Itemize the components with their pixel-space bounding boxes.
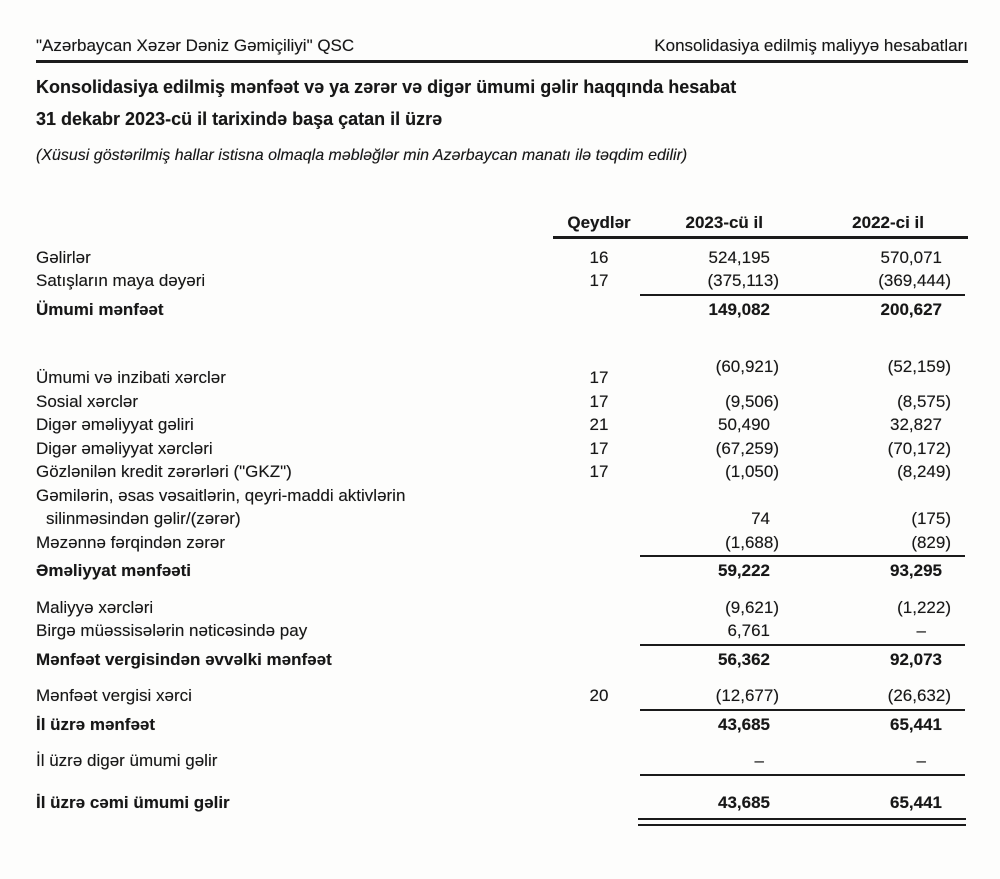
value-2023: 59,222 (718, 561, 770, 580)
table-row (36, 413, 968, 437)
table-row (36, 246, 968, 270)
table-row (36, 269, 968, 293)
table-row (36, 596, 968, 620)
value-2023: (12,677) (715, 686, 779, 705)
income-statement-table (36, 212, 968, 826)
col-header-2023: 2023-cü il (685, 213, 763, 232)
row-label: Mənfəət vergisindən əvvəlki mənfəət (36, 649, 332, 669)
value-2022: 200,627 (880, 299, 942, 319)
row-label: Birgə müəssisələrin nəticəsində pay (36, 621, 308, 640)
row-label: Digər əməliyyat xərcləri (36, 438, 213, 458)
value-2023: (9,506) (725, 391, 779, 411)
section-gap (36, 583, 968, 596)
table-row (36, 684, 968, 708)
row-label: Gözlənilən kredit zərərləri ("GKZ") (36, 462, 292, 481)
col-header-2022: 2022-ci il (852, 213, 924, 232)
row-label-line1: Gəmilərin, əsas vəsaitlərin, qeyri-maddi aktivlərin (36, 485, 406, 505)
value-2022: (829) (911, 532, 951, 552)
row-label-line2: silinməsindən gəlir/(zərər) (46, 509, 241, 528)
value-2023: 43,685 (718, 714, 770, 734)
document-header (36, 34, 968, 57)
value-2023: (60,921) (715, 357, 779, 376)
table-body (36, 246, 968, 827)
row-label: Gəlirlər (36, 247, 91, 267)
value-2023: 524,195 (708, 247, 770, 267)
section-gap (36, 671, 968, 684)
note-reference: 17 (589, 462, 609, 481)
table-row (36, 390, 968, 414)
note-reference: 20 (589, 686, 609, 705)
table-row (36, 531, 968, 555)
col-header-notes: Qeydlər (567, 213, 631, 232)
value-2023: – (754, 751, 764, 770)
note-reference: 17 (589, 271, 609, 290)
table-row (36, 460, 968, 484)
table-row (36, 619, 968, 643)
row-label: İl üzrə mənfəət (36, 714, 156, 734)
table-row (36, 749, 968, 773)
value-2023: (1,050) (725, 462, 779, 481)
subtotal-rule (640, 644, 965, 646)
value-2022: (175) (911, 509, 951, 528)
value-2023: (67,259) (715, 438, 779, 458)
row-label (36, 484, 553, 531)
value-2022: (70,172) (887, 438, 951, 458)
units-note: (Xüsusi göstərilmiş hallar istisna olmaqla məbləğlər min Azərbaycan manatı ilə təqdim edilir) (36, 147, 688, 164)
subtotal-rule (640, 774, 965, 776)
row-label: Satışların maya dəyəri (36, 271, 206, 290)
section-gap (36, 736, 968, 749)
row-label: İl üzrə cəmi ümumi gəlir (36, 792, 230, 812)
report-type: Konsolidasiya edilmiş maliyyə hesabatları (654, 36, 968, 55)
table-header-row (36, 212, 968, 234)
row-label: Digər əməliyyat gəliri (36, 415, 194, 434)
section-gap (36, 321, 968, 366)
value-2023: 6,761 (727, 621, 770, 640)
value-2023: 74 (751, 509, 770, 528)
subtotal-rule (640, 709, 965, 711)
value-2022: – (916, 751, 926, 770)
value-2023: 50,490 (718, 415, 770, 434)
value-2023: 56,362 (718, 649, 770, 669)
note-reference: 17 (589, 368, 609, 387)
value-2023: (1,688) (725, 532, 779, 552)
value-2023: (375,113) (707, 271, 779, 290)
statement-title: Konsolidasiya edilmiş mənfəət və ya zərər və digər ümumi gəlir haqqında hesabat (36, 77, 737, 97)
table-row (36, 713, 968, 737)
table-row (36, 559, 968, 583)
value-2022: (8,249) (897, 462, 951, 481)
table-row (36, 298, 968, 322)
row-label: Mənfəət vergisi xərci (36, 686, 192, 705)
row-label: Əməliyyat mənfəəti (36, 561, 192, 580)
row-label: Maliyyə xərcləri (36, 597, 154, 617)
table-row (36, 791, 968, 815)
note-reference: 17 (589, 438, 609, 458)
row-label: İl üzrə digər ümumi gəlir (36, 751, 218, 770)
value-2023: (9,621) (725, 597, 779, 617)
row-label: Sosial xərclər (36, 391, 139, 411)
section-gap (36, 778, 968, 791)
value-2022: (369,444) (878, 271, 951, 290)
company-name: "Azərbaycan Xəzər Dəniz Gəmiçiliyi" QSC (36, 36, 355, 55)
value-2022: (8,575) (897, 391, 951, 411)
subtotal-rule (640, 555, 965, 557)
value-2022: (26,632) (887, 686, 951, 705)
value-2023: 149,082 (708, 299, 770, 319)
value-2022: (52,159) (887, 357, 951, 376)
row-label: Məzənnə fərqindən zərər (36, 532, 226, 552)
row-label: Ümumi mənfəət (36, 299, 164, 319)
value-2022: 570,071 (880, 247, 942, 267)
value-2022: 65,441 (890, 792, 942, 812)
table-row (36, 648, 968, 672)
grand-total-rule (638, 818, 966, 826)
value-2023: 43,685 (718, 792, 770, 812)
statement-period: 31 dekabr 2023-cü il tarixində başa çatan il üzrə (36, 109, 443, 129)
value-2022: 32,827 (890, 415, 942, 434)
header-rule (36, 60, 968, 63)
note-reference: 21 (589, 415, 609, 434)
value-2022: 65,441 (890, 714, 942, 734)
subtotal-rule (640, 294, 965, 296)
table-row (36, 484, 968, 531)
value-2022: – (916, 621, 926, 640)
table-header-rule (553, 236, 968, 239)
row-label: Ümumi və inzibati xərclər (36, 368, 226, 387)
value-2022: 93,295 (890, 561, 942, 580)
table-row (36, 357, 968, 390)
value-2022: 92,073 (890, 649, 942, 669)
table-row (36, 437, 968, 461)
value-2022: (1,222) (897, 597, 951, 617)
note-reference: 17 (589, 391, 609, 411)
note-reference: 16 (589, 247, 609, 267)
